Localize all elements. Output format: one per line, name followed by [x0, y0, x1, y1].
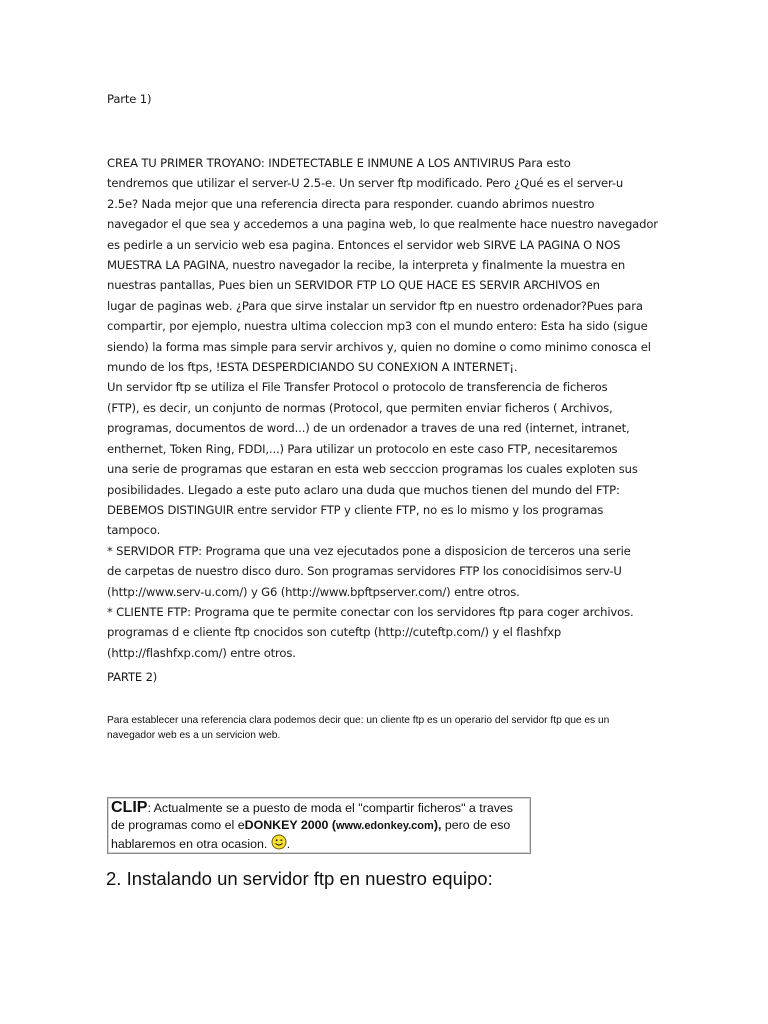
- body-line: mundo de los ftps, !ESTA DESPERDICIANDO SU CONEXION A INTERNET¡.: [107, 360, 518, 375]
- body-line: de carpetas de nuestro disco duro. Son programas servidores FTP los conocidisimos serv-U: [107, 564, 622, 579]
- body-line: tampoco.: [107, 523, 161, 538]
- body-line: MUESTRA LA PAGINA, nuestro navegador la recibe, la interpreta y finalmente la muestra en: [107, 258, 626, 273]
- body-line: 2.5e? Nada mejor que una referencia directa para responder. cuando abrimos nuestro: [107, 196, 595, 211]
- body-line: programas, documentos de word...) de un ordenador a traves de una red (internet, intranet,: [107, 421, 630, 436]
- body-line: es pedirle a un servicio web esa pagina. Entonces el servidor web SIRVE LA PAGINA O NOS: [107, 237, 621, 252]
- section-number: 2.: [106, 868, 122, 889]
- edonkey-brand: DONKEY 2000 (: [244, 817, 336, 832]
- paragraph-line: navegador web es a un servicion web.: [107, 729, 281, 741]
- clip-text: pero de eso: [441, 817, 511, 832]
- body-line: (http://flashfxp.com/) entre otros.: [107, 645, 296, 660]
- clip-text: : Actualmente se a puesto de moda el "compartir ficheros" a traves: [147, 801, 514, 815]
- clip-line-3: [111, 834, 530, 853]
- clip-note-box: [107, 797, 531, 854]
- section-2-title: [106, 868, 493, 890]
- clip-text: de programas como el e: [111, 817, 245, 832]
- clip-title: CLIP: [111, 799, 148, 816]
- body-line: una serie de programas que estaran en esta web secccion programas los cuales exploten sus: [107, 462, 638, 477]
- body-line: * SERVIDOR FTP: Programa que una vez ejecutados pone a disposicion de terceros una serie: [107, 543, 631, 558]
- body-line: compartir, por ejemplo, nuestra ultima coleccion mp3 con el mundo entero: Esta ha sido (sigue: [107, 319, 648, 334]
- body-line: lugar de paginas web. ¿Para que sirve instalar un servidor ftp en nuestro ordenador?Pues para: [107, 298, 643, 313]
- part1-heading: Parte 1): [107, 92, 152, 106]
- smiley-icon: [271, 834, 287, 850]
- body-line: nuestras pantallas, Pues bien un SERVIDOR FTP LO QUE HACE ES SERVIR ARCHIVOS en: [107, 278, 600, 293]
- clip-line-2: [111, 817, 530, 835]
- paragraph-line: Para establecer una referencia clara podemos decir que: un cliente ftp es un operario del servidor ftp que es un: [107, 715, 610, 726]
- body-line: navegador el que sea y accedemos a una pagina web, lo que realmente hace nuestro navegador: [107, 217, 658, 232]
- body-line: Un servidor ftp se utiliza el File Transfer Protocol o protocolo de transferencia de ficheros: [107, 380, 608, 395]
- part2-heading: PARTE 2): [107, 670, 158, 684]
- part2-paragraph: [107, 714, 647, 743]
- edonkey-url: www.edonkey.com: [336, 819, 434, 832]
- clip-text: .: [286, 837, 291, 851]
- part1-body: [107, 153, 667, 663]
- section-title-text: Instalando un servidor ftp en nuestro equipo:: [121, 868, 493, 889]
- body-line: * CLIENTE FTP: Programa que te permite conectar con los servidores ftp para coger archivos.: [107, 604, 634, 619]
- body-line: programas d e cliente ftp cnocidos son cuteftp (http://cuteftp.com/) y el flashfxp: [107, 625, 562, 640]
- body-line: enthernet, Token Ring, FDDI,...) Para utilizar un protocolo en este caso FTP, necesitaremos: [107, 441, 618, 456]
- body-line: (FTP), es decir, un conjunto de normas (Protocol, que permiten enviar ficheros ( Archivos,: [107, 400, 613, 415]
- body-line: posibilidades. Llegado a este puto aclaro una duda que muchos tienen del mundo del FTP:: [107, 482, 620, 497]
- body-line: DEBEMOS DISTINGUIR entre servidor FTP y cliente FTP, no es lo mismo y los programas: [107, 502, 604, 517]
- body-line: siendo) la forma mas simple para servir archivos y, quien no domine o como minimo conosca el: [107, 339, 651, 354]
- clip-line-1: [111, 800, 530, 817]
- clip-text: hablaremos en otra ocasion.: [111, 837, 271, 851]
- edonkey-close: ),: [433, 817, 442, 832]
- body-line: tendremos que utilizar el server-U 2.5-e. Un server ftp modificado. Pero ¿Qué es el server-u: [107, 176, 624, 191]
- body-line: CREA TU PRIMER TROYANO: INDETECTABLE E INMUNE A LOS ANTIVIRUS Para esto: [107, 156, 571, 170]
- body-line: (http://www.serv-u.com/) y G6 (http://www.bpftpserver.com/) entre otros.: [107, 584, 520, 599]
